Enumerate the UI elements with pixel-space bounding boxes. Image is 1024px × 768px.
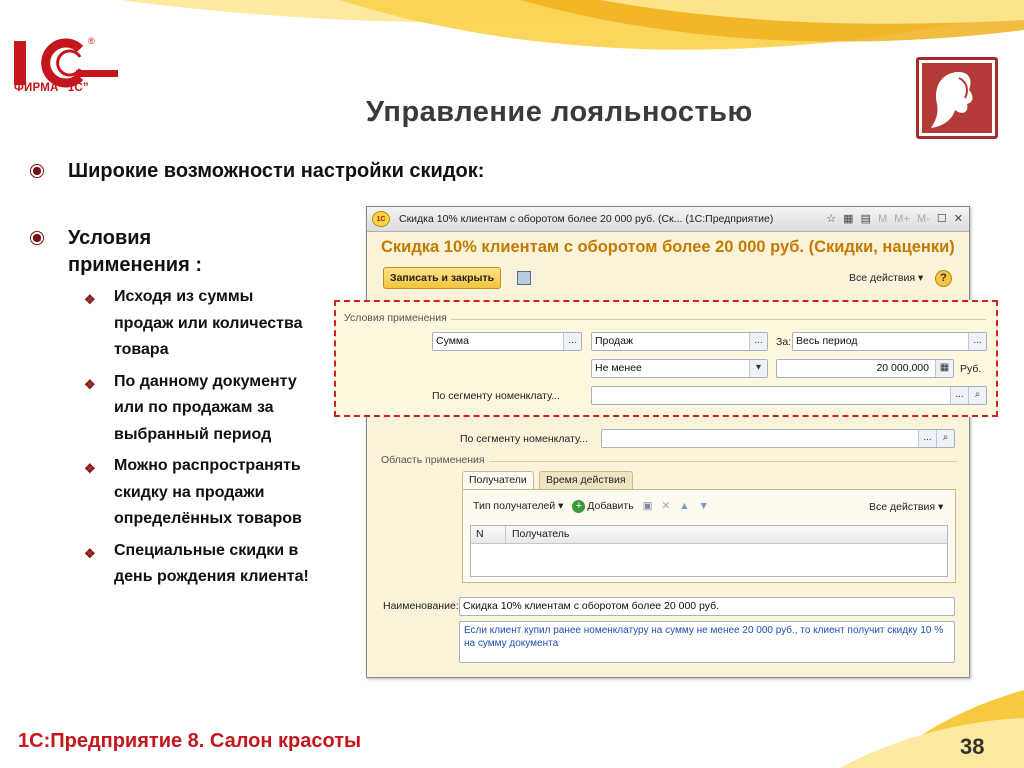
- ellipsis-button[interactable]: ...: [749, 333, 767, 350]
- name-field[interactable]: Скидка 10% клиентам с оборотом более 20 000 руб.: [459, 597, 955, 616]
- diamond-bullet-icon: ❖: [84, 545, 96, 561]
- period-field[interactable]: [792, 332, 987, 351]
- operator-value: Не менее: [595, 362, 642, 374]
- sales-select-field[interactable]: [591, 332, 768, 351]
- bullet-icon: [30, 164, 44, 178]
- conditions-group-label: Условия применения: [344, 312, 451, 324]
- operator-dropdown[interactable]: [591, 359, 768, 378]
- maximize-button[interactable]: ☐: [936, 213, 947, 225]
- conditions-callout: [334, 300, 998, 417]
- all-actions-menu[interactable]: Все действия ▾: [849, 272, 924, 284]
- list-item-text: Специальные скидки в день рождения клиента!: [114, 541, 309, 585]
- currency-label: Руб.: [960, 363, 982, 375]
- calculator-icon[interactable]: ▦: [843, 213, 854, 225]
- save-and-close-button[interactable]: Записать и закрыть: [383, 267, 501, 289]
- salon-logo: [916, 57, 998, 139]
- app-icon: 1С: [372, 211, 390, 227]
- recipients-panel: [462, 489, 956, 583]
- star-icon[interactable]: ☆: [826, 213, 837, 225]
- recipients-table[interactable]: [470, 525, 948, 577]
- ellipsis-button[interactable]: ...: [918, 430, 936, 447]
- recipients-all-actions-menu[interactable]: Все действия ▾: [869, 501, 944, 513]
- sum-value: Сумма: [436, 335, 469, 347]
- help-icon[interactable]: ?: [935, 270, 952, 287]
- diamond-bullet-icon: ❖: [84, 461, 96, 476]
- woman-profile-icon: [919, 60, 995, 136]
- recipients-toolbar: [473, 500, 715, 513]
- tab-recipients[interactable]: Получатели: [462, 471, 534, 489]
- discount-form-window: [366, 206, 970, 678]
- ellipsis-button[interactable]: ...: [950, 387, 968, 404]
- list-item: [84, 369, 314, 449]
- segment-label: По сегменту номенклату...: [432, 390, 560, 402]
- apply-area-label: Область применения: [381, 454, 489, 466]
- add-icon[interactable]: +: [572, 500, 585, 513]
- period-label: За:: [776, 336, 792, 348]
- window-title: Скидка 10% клиентам с оборотом более 20 000 руб. (Ск... (1С:Предприятие): [399, 213, 774, 225]
- list-item-text: По данному документу или по продажам за выбранный период: [114, 372, 297, 443]
- list-item: [84, 453, 314, 533]
- list-item: [84, 538, 314, 591]
- bullet-discount-settings: [68, 158, 484, 185]
- list-item-text: Исходя из суммы продаж или количества товара: [114, 288, 303, 358]
- calculator-icon[interactable]: ▦: [935, 360, 953, 377]
- bullet-conditions: [68, 225, 268, 279]
- diamond-bullet-icon: ❖: [84, 292, 96, 307]
- close-button[interactable]: ✕: [953, 213, 963, 225]
- list-item-text: Можно распространять скидку на продажи определённых товаров: [114, 457, 302, 527]
- form-title: Скидка 10% клиентам с оборотом более 20 000 руб. (Скидки, наценки): [381, 238, 955, 256]
- footer-title: 1С:Предприятие 8. Салон красоты: [18, 730, 362, 752]
- page-number: 38: [960, 734, 985, 759]
- table-header: [471, 526, 947, 544]
- bullet-icon: [30, 231, 44, 245]
- memory-button[interactable]: M: [878, 213, 888, 225]
- list-item: [84, 284, 314, 364]
- recipient-type-menu[interactable]: Тип получателей ▾: [473, 500, 564, 512]
- bullet-text: Широкие возможности настройки скидок:: [68, 160, 485, 182]
- search-icon[interactable]: ⌕: [936, 430, 954, 447]
- move-down-icon[interactable]: ▼: [698, 500, 709, 512]
- amount-value: 20 000,000: [876, 362, 929, 374]
- ellipsis-button[interactable]: ...: [968, 333, 986, 350]
- registered-mark: ®: [88, 36, 95, 46]
- slide-title: Управление лояльностью: [366, 96, 753, 128]
- name-label: Наименование:: [383, 600, 459, 612]
- chevron-down-icon[interactable]: ▾: [749, 360, 767, 377]
- comment-field[interactable]: Если клиент купил ранее номенклатуру на сумму не менее 20 000 руб., то клиент получит скидку 10 % на сумму документа: [459, 621, 955, 663]
- ellipsis-button[interactable]: ...: [563, 333, 581, 350]
- calendar-icon[interactable]: ▤: [860, 213, 871, 225]
- diamond-bullet-icon: ❖: [84, 376, 96, 392]
- condition-list: [84, 284, 314, 596]
- logo-caption: ФИРМА “1С”: [14, 82, 89, 94]
- period-value: Весь период: [796, 335, 858, 347]
- memory-plus-button[interactable]: M+: [894, 213, 910, 225]
- sales-value: Продаж: [595, 335, 633, 347]
- search-icon[interactable]: ⌕: [968, 387, 986, 404]
- move-up-icon[interactable]: ▲: [679, 500, 690, 512]
- save-icon[interactable]: [517, 271, 531, 285]
- add-button[interactable]: Добавить: [587, 500, 634, 512]
- column-divider: [505, 526, 506, 543]
- column-recipient[interactable]: Получатель: [512, 528, 570, 540]
- bullet-text: Условия применения :: [68, 227, 202, 276]
- memory-minus-button[interactable]: M-: [916, 213, 930, 225]
- segment-field-secondary[interactable]: [601, 429, 955, 448]
- window-titlebar[interactable]: [367, 207, 969, 232]
- amount-field[interactable]: [776, 359, 954, 378]
- copy-icon[interactable]: ▣: [642, 500, 653, 512]
- segment-field[interactable]: [591, 386, 987, 405]
- delete-icon[interactable]: ✕: [661, 500, 671, 512]
- titlebar-controls: [822, 212, 963, 225]
- sum-select-field[interactable]: [432, 332, 582, 351]
- tab-validity-time[interactable]: Время действия: [539, 471, 633, 489]
- column-n[interactable]: N: [476, 528, 484, 540]
- segment-label-secondary: По сегменту номенклату...: [460, 433, 588, 445]
